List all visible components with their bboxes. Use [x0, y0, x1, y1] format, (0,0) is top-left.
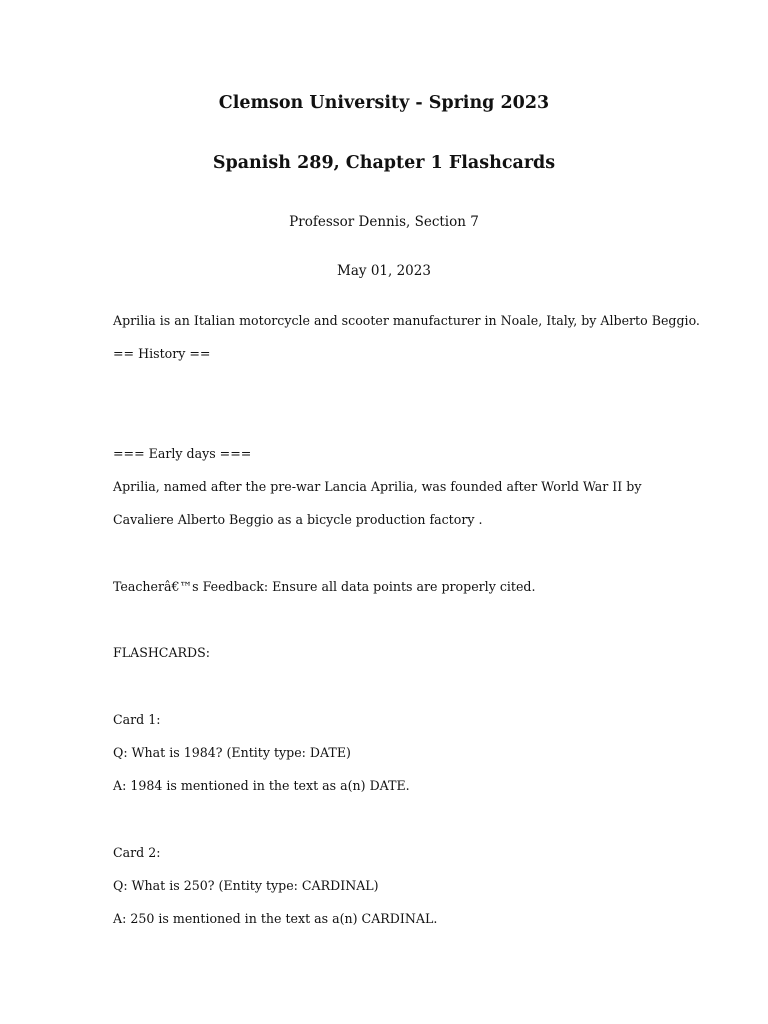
card-answer: A: 1984 is mentioned in the text as a(n) DATE.: [113, 778, 410, 793]
card-question: Q: What is 1984? (Entity type: DATE): [113, 745, 351, 760]
history-heading: == History ==: [113, 346, 211, 361]
teacher-feedback: Teacherâ€™s Feedback: Ensure all data points are properly cited.: [113, 579, 536, 594]
early-days-line: Aprilia, named after the pre-war Lancia Aprilia, was founded after World War II by: [113, 479, 642, 494]
card-label: Card 1:: [113, 712, 161, 727]
flashcards-heading: FLASHCARDS:: [113, 645, 210, 660]
date-line: May 01, 2023: [337, 263, 431, 279]
course-title: Spanish 289, Chapter 1 Flashcards: [212, 153, 556, 173]
card-question: Q: What is 250? (Entity type: CARDINAL): [113, 878, 379, 893]
card-answer: A: 250 is mentioned in the text as a(n) CARDINAL.: [113, 911, 438, 926]
early-days-line: Cavaliere Alberto Beggio as a bicycle production factory .: [113, 512, 483, 527]
early-days-heading: === Early days ===: [113, 446, 252, 461]
intro-paragraph: Aprilia is an Italian motorcycle and scooter manufacturer in Noale, Italy, by Alberto Beggio.: [113, 313, 700, 328]
card-label: Card 2:: [113, 845, 161, 860]
document-title: Clemson University - Spring 2023: [218, 93, 550, 113]
professor-line: Professor Dennis, Section 7: [289, 214, 479, 230]
